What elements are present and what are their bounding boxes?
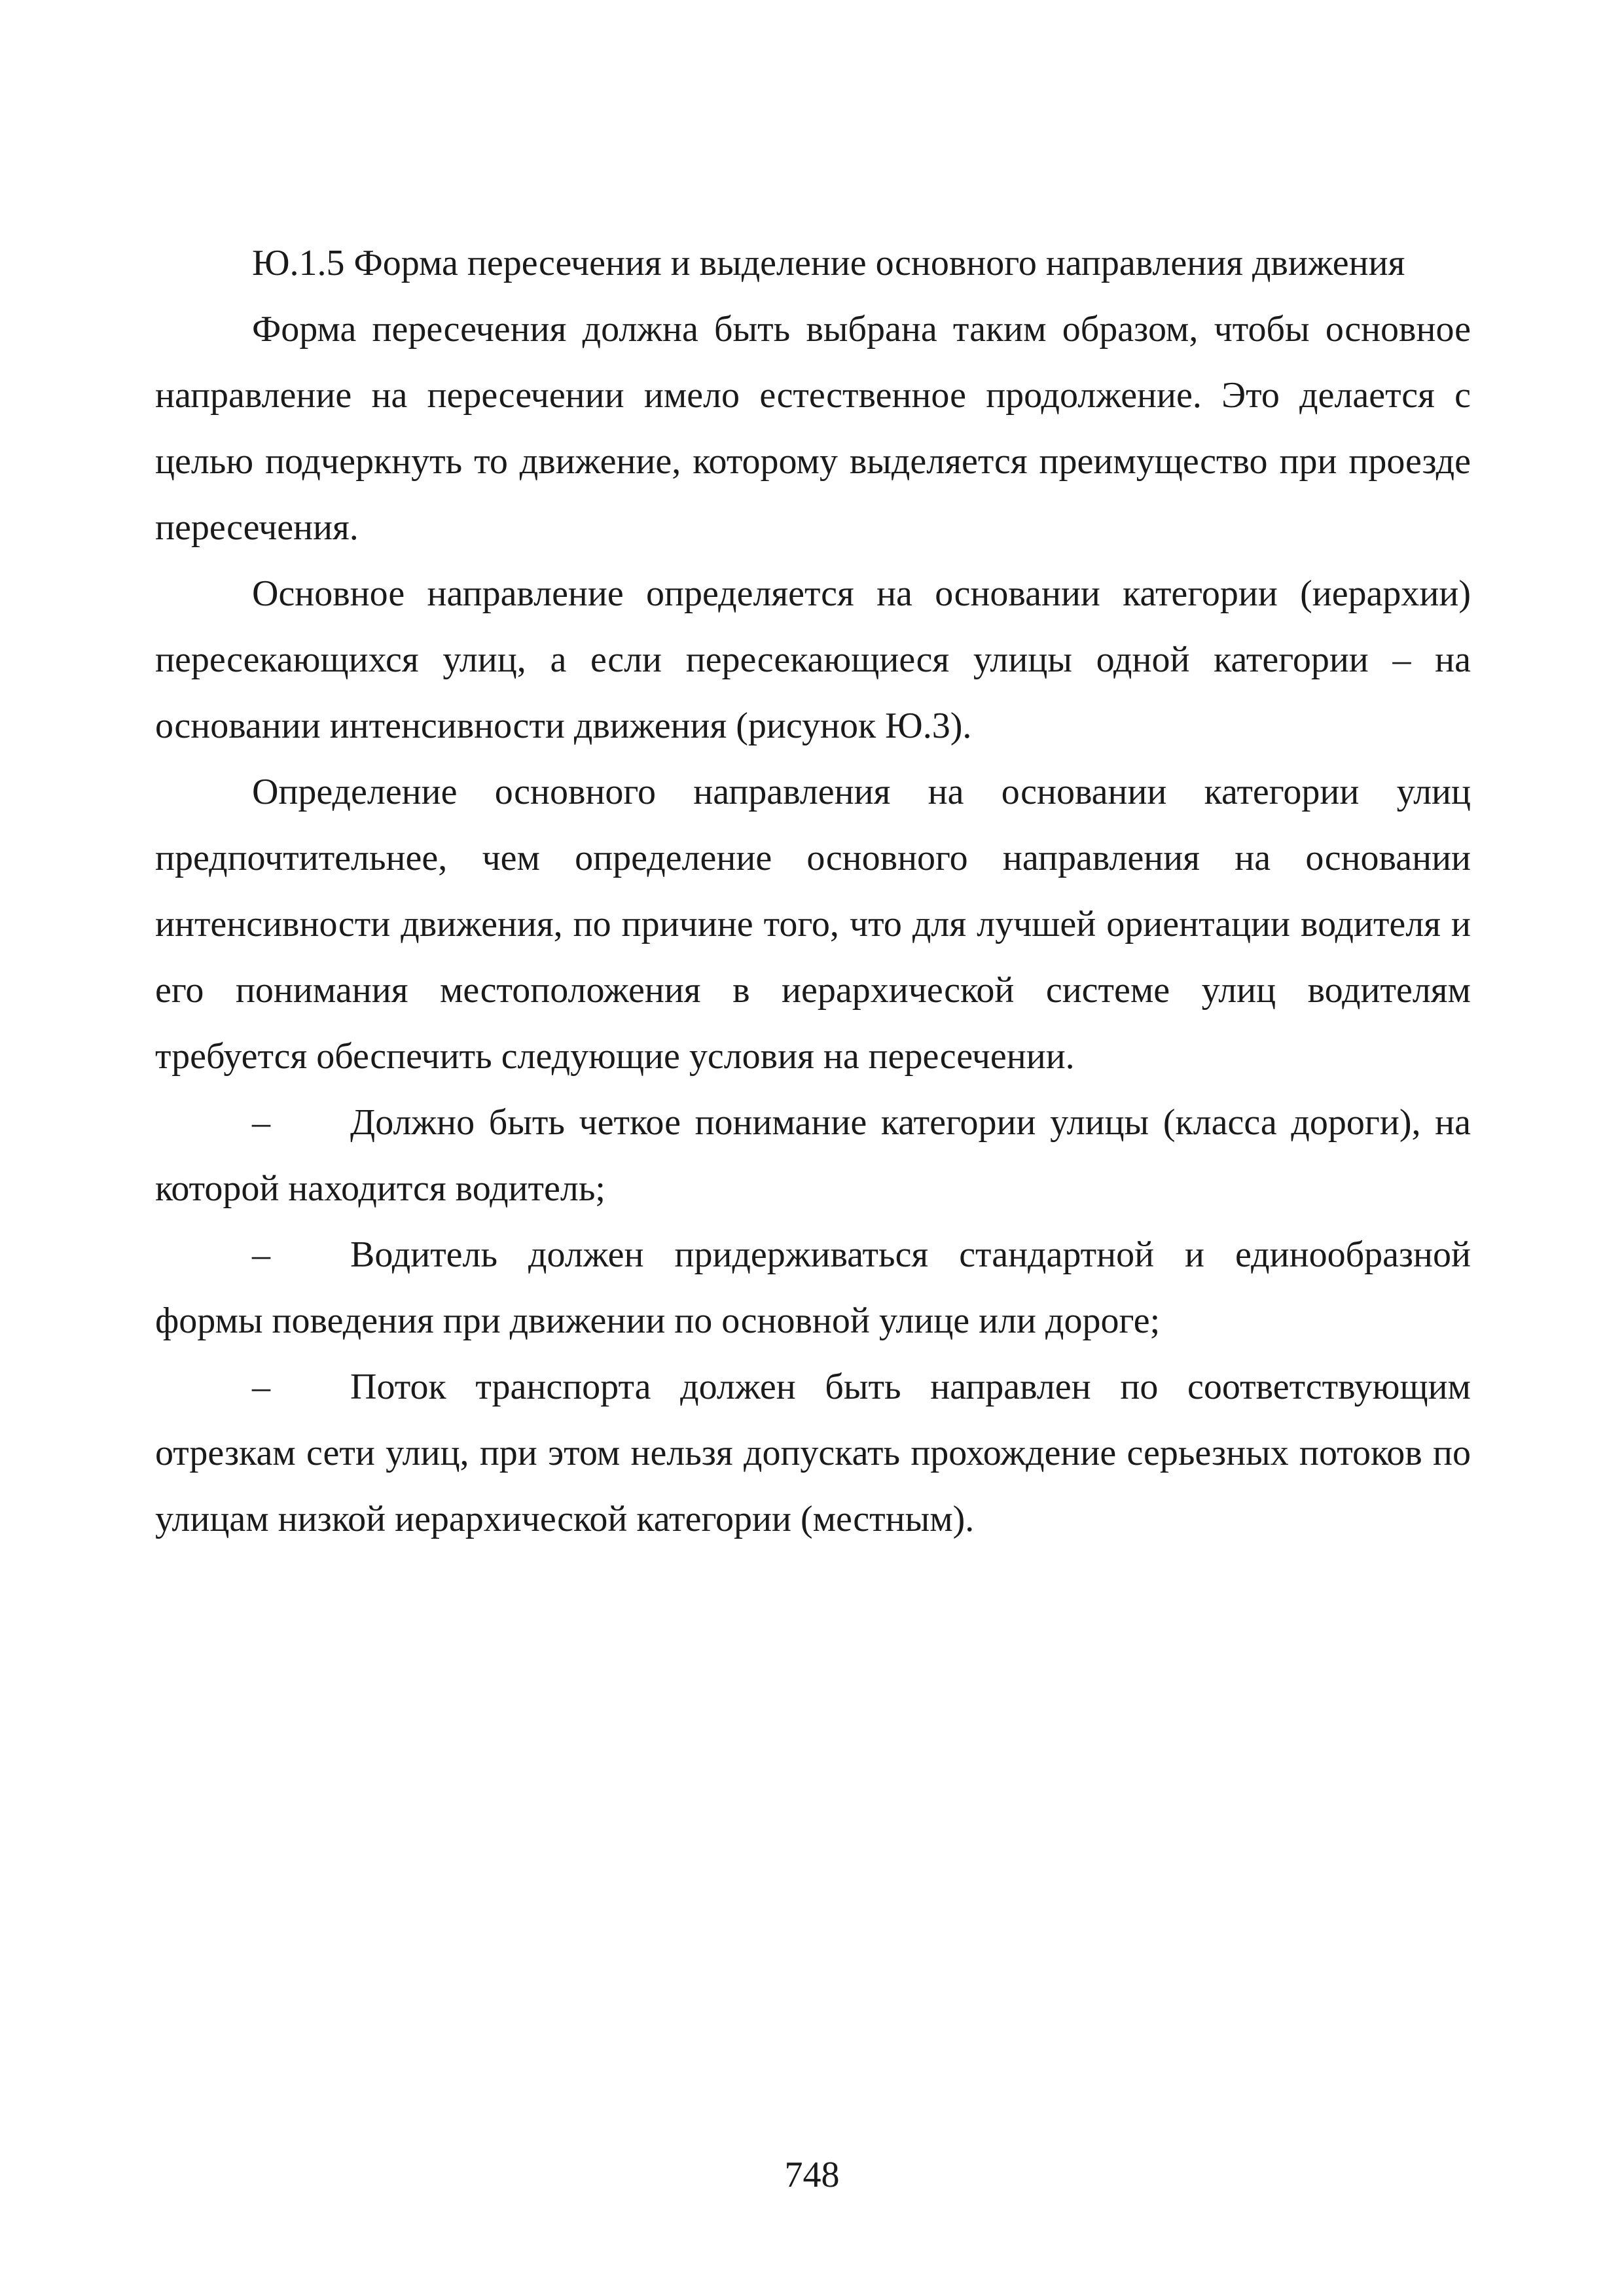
list-item-1: [155, 1090, 1471, 1222]
paragraph-1: Форма пересечения должна быть выбрана таким образом, чтобы основное направление на пересечении имело естественное продолжение. Это делается с целью подчеркнуть то движение, которому выделяется преимущество при проезде пересечения.: [155, 309, 1471, 548]
document-body: [155, 230, 1471, 1552]
page-number: 748: [784, 2155, 840, 2195]
list-item-text: Должно быть четкое понимание категории улицы (класса дороги), на которой находится водитель;: [155, 1102, 1471, 1209]
list-item-3: [155, 1354, 1471, 1552]
list-dash: –: [252, 1102, 270, 1143]
paragraph-2: Основное направление определяется на основании категории (иерархии) пересекающихся улиц, а если пересекающиеся улицы одной категории – на основании интенсивности движения (рисунок Ю.3).: [155, 573, 1471, 746]
list-dash: –: [252, 1367, 270, 1407]
section-heading: Ю.1.5 Форма пересечения и выделение основного направления движения: [252, 243, 1405, 283]
list-item-text: Поток транспорта должен быть направлен по соответствующим отрезкам сети улиц, при этом нельзя допускать прохождение серьезных потоков по улицам низкой иерархической категории (местным).: [155, 1367, 1471, 1539]
list-item-text: Водитель должен придерживаться стандартной и единообразной формы поведения при движении по основной улице или дороге;: [155, 1234, 1471, 1341]
list-item-2: [155, 1222, 1471, 1354]
paragraph-3: Определение основного направления на основании категории улиц предпочтительнее, чем определение основного направления на основании интенсивности движения, по причине того, что для лучшей ориентации водителя и его понимания местоположения в иерархической системе улиц водителям требуется обеспечить следующие условия на пересечении.: [155, 772, 1471, 1077]
list-dash: –: [252, 1234, 270, 1275]
